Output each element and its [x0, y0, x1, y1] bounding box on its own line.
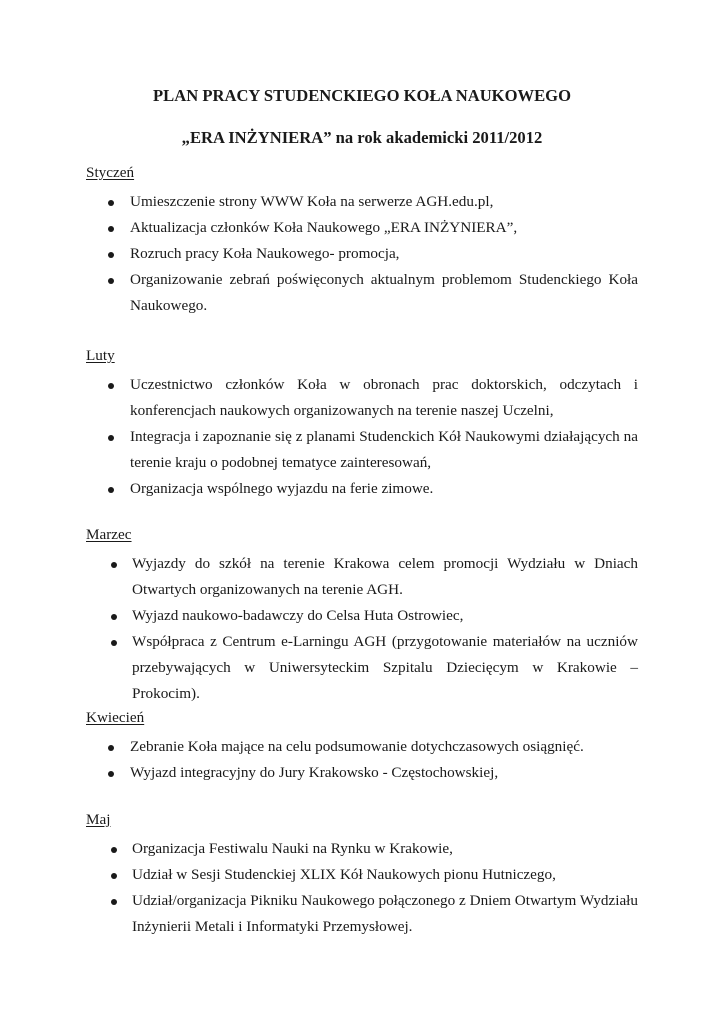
- list-item-text: Organizacja wspólnego wyjazdu na ferie zimowe.: [130, 480, 434, 497]
- section-maj: [86, 810, 638, 940]
- bullet-icon: [108, 435, 114, 441]
- bullet-icon: [108, 252, 114, 258]
- section-list: [86, 551, 638, 707]
- list-item: [86, 760, 638, 786]
- document-subtitle: „ERA INŻYNIERA” na rok akademicki 2011/2012: [181, 128, 543, 147]
- section-list: [86, 189, 638, 319]
- section-luty: [86, 346, 638, 502]
- list-item: [86, 734, 638, 760]
- list-item-text: Zebranie Koła mające na celu podsumowanie dotychczasowych osiągnięć.: [130, 738, 584, 755]
- list-item: [86, 476, 638, 502]
- section-list: [86, 372, 638, 502]
- list-item: [86, 372, 638, 424]
- list-item-text: Udział w Sesji Studenckiej XLIX Kół Naukowych pionu Hutniczego,: [132, 866, 556, 883]
- bullet-icon: [111, 562, 117, 568]
- list-item-text: Udział/organizacja Pikniku Naukowego połączonego z Dniem Otwartym Wydziału Inżynierii Metali i Informatyki Przemysłowej.: [132, 892, 638, 935]
- list-item: [86, 629, 638, 707]
- list-item-text: Aktualizacja członków Koła Naukowego „ERA INŻYNIERA”,: [130, 219, 518, 236]
- section-marzec: [86, 525, 638, 707]
- section-heading: Luty: [86, 347, 115, 364]
- section-list: [86, 836, 638, 940]
- list-item-text: Wyjazd naukowo-badawczy do Celsa Huta Ostrowiec,: [132, 607, 464, 624]
- bullet-icon: [108, 383, 114, 389]
- list-item: [86, 603, 638, 629]
- document-title: PLAN PRACY STUDENCKIEGO KOŁA NAUKOWEGO: [153, 86, 571, 105]
- section-heading: Kwiecień: [86, 709, 145, 726]
- bullet-icon: [111, 847, 117, 853]
- list-item-text: Uczestnictwo członków Koła w obronach prac doktorskich, odczytach i konferencjach naukowych organizowanych na terenie naszej Uczelni,: [130, 376, 638, 419]
- list-item: [86, 424, 638, 476]
- bullet-icon: [111, 873, 117, 879]
- section-heading: Maj: [86, 811, 111, 828]
- bullet-icon: [111, 899, 117, 905]
- bullet-icon: [111, 640, 117, 646]
- list-item-text: Wyjazdy do szkół na terenie Krakowa celem promocji Wydziału w Dniach Otwartych organizowanych na terenie AGH.: [132, 555, 638, 598]
- list-item-text: Umieszczenie strony WWW Koła na serwerze AGH.edu.pl,: [130, 193, 494, 210]
- bullet-icon: [108, 200, 114, 206]
- list-item: [86, 215, 638, 241]
- list-item-text: Integracja i zapoznanie się z planami Studenckich Kół Naukowymi działających na terenie kraju o podobnej tematyce zainteresowań,: [130, 428, 638, 471]
- list-item-text: Rozruch pracy Koła Naukowego- promocja,: [130, 245, 400, 262]
- section-heading: Styczeń: [86, 164, 135, 181]
- list-item: [86, 888, 638, 940]
- bullet-icon: [108, 487, 114, 493]
- bullet-icon: [111, 614, 117, 620]
- list-item-text: Organizacja Festiwalu Nauki na Rynku w Krakowie,: [132, 840, 453, 857]
- list-item: [86, 267, 638, 319]
- list-item-text: Współpraca z Centrum e-Larningu AGH (przygotowanie materiałów na uczniów przebywających w Uniwersyteckim Szpitalu Dziecięcym w Krakowie – Prokocim).: [132, 633, 638, 702]
- list-item: [86, 241, 638, 267]
- list-item: [86, 862, 638, 888]
- section-kwiecien: [86, 708, 638, 786]
- bullet-icon: [108, 278, 114, 284]
- bullet-icon: [108, 226, 114, 232]
- bullet-icon: [108, 771, 114, 777]
- section-list: [86, 734, 638, 786]
- section-styczen: [86, 163, 638, 319]
- bullet-icon: [108, 745, 114, 751]
- list-item: [86, 836, 638, 862]
- section-heading: Marzec: [86, 526, 132, 543]
- list-item-text: Organizowanie zebrań poświęconych aktualnym problemom Studenckiego Koła Naukowego.: [130, 271, 638, 314]
- list-item-text: Wyjazd integracyjny do Jury Krakowsko - Częstochowskiej,: [130, 764, 499, 781]
- list-item: [86, 189, 638, 215]
- list-item: [86, 551, 638, 603]
